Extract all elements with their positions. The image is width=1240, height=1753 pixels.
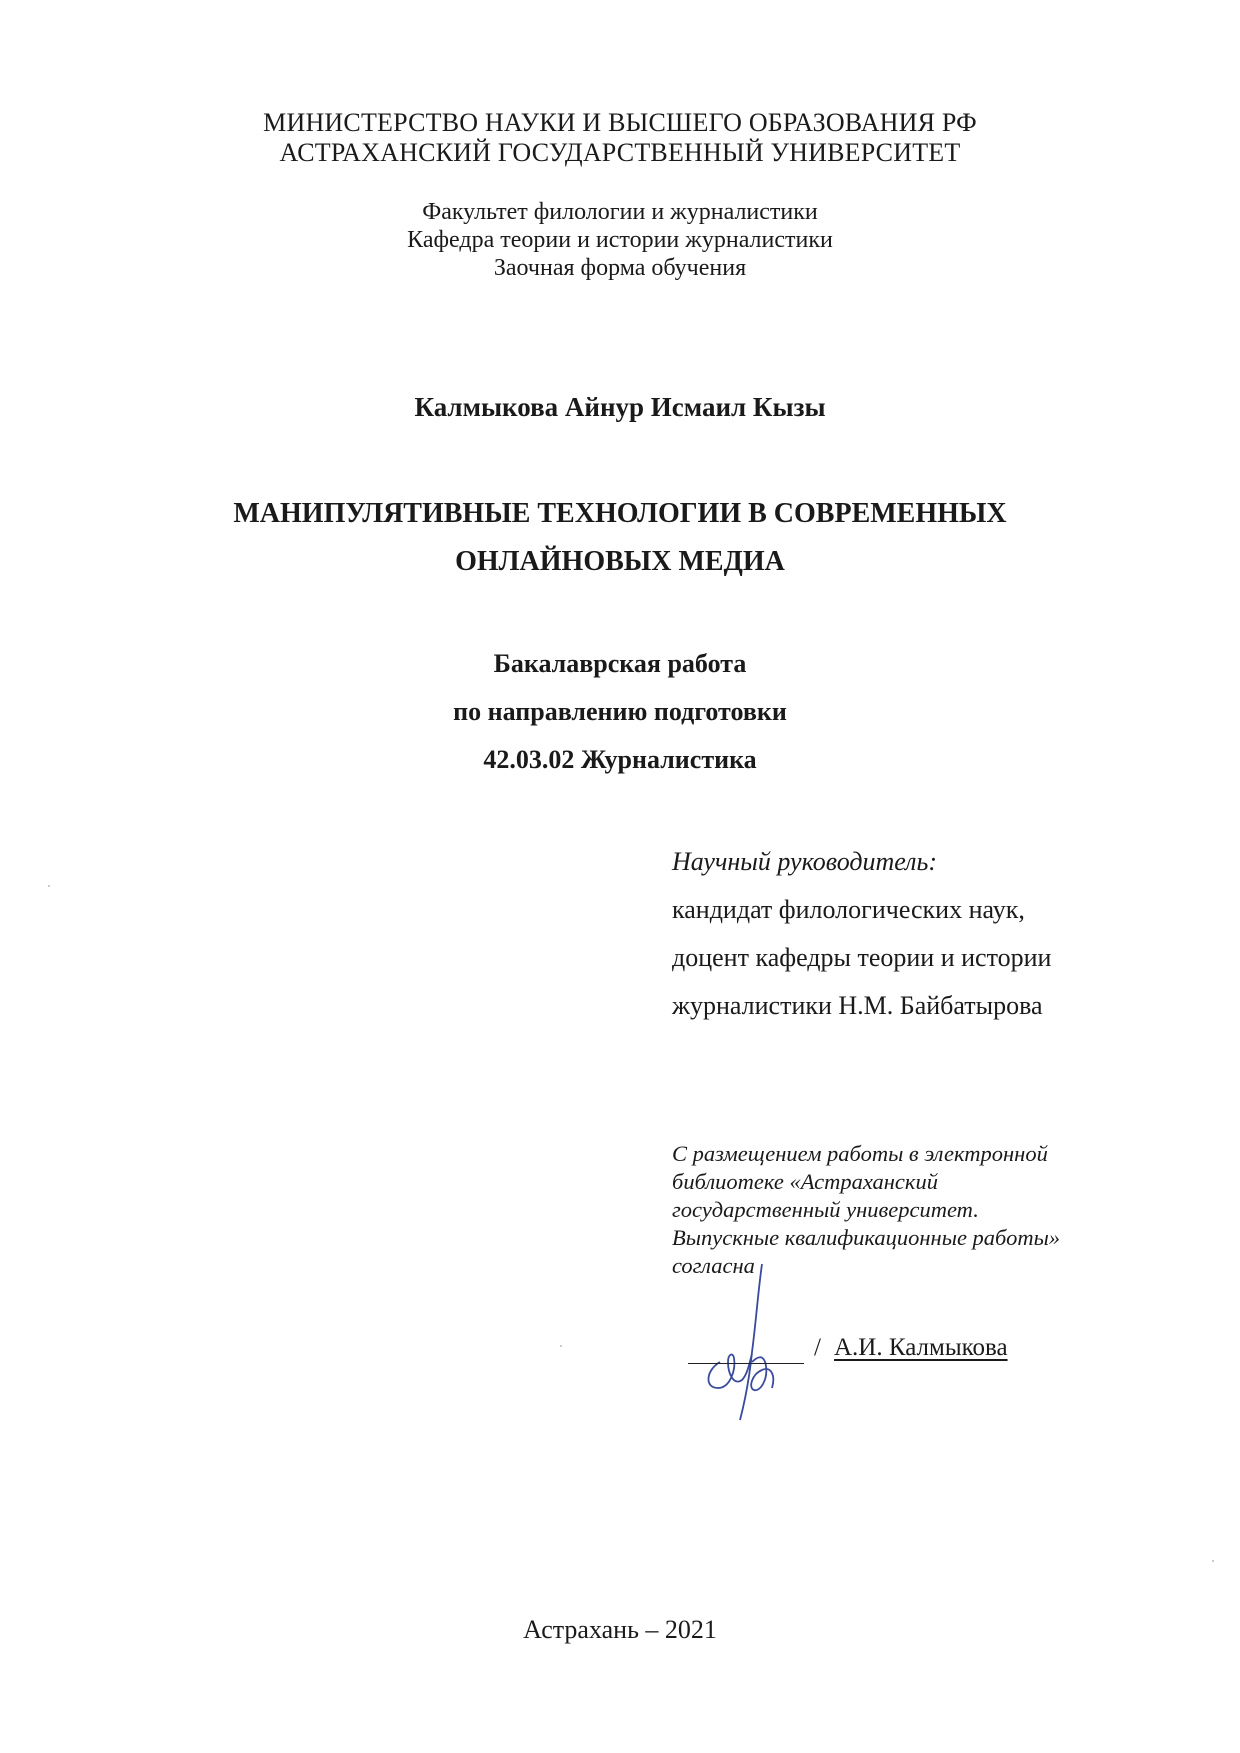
work-direction: по направлению подготовки [453, 697, 787, 726]
thesis-title [0, 490, 1240, 586]
study-form: Заочная форма обучения [493, 255, 747, 281]
institution-header [0, 108, 1240, 168]
thesis-title-line-1: МАНИПУЛЯТИВНЫЕ ТЕХНОЛОГИИ В СОВРЕМЕННЫХ [233, 498, 1007, 529]
signer-name: А.И. Калмыкова [834, 1334, 1008, 1361]
library-consent [672, 1140, 1192, 1280]
scan-speck [560, 1345, 562, 1347]
ministry-name: МИНИСТЕРСТВО НАУКИ И ВЫСШЕГО ОБРАЗОВАНИЯ РФ [263, 108, 977, 137]
signature-line [688, 1363, 804, 1364]
scan-speck [1212, 1560, 1214, 1562]
faculty-name: Факультет филологии и журналистики [422, 199, 818, 225]
scan-speck [48, 885, 50, 887]
work-specialty: 42.03.02 Журналистика [483, 745, 757, 774]
consent-line-1: С размещением работы в электронной [672, 1141, 1048, 1166]
signature-separator: / [814, 1334, 821, 1361]
consent-line-2: библиотеке «Астраханский [672, 1169, 938, 1194]
consent-line-4: Выпускные квалификационные работы» [672, 1225, 1061, 1250]
supervisor-role: Научный руководитель: [672, 847, 938, 876]
thesis-title-line-2: ОНЛАЙНОВЫХ МЕДИА [455, 546, 785, 577]
work-description [0, 640, 1240, 784]
supervisor-line-1: кандидат филологических наук, [672, 895, 1025, 924]
work-type: Бакалаврская работа [493, 649, 747, 678]
signature-row [688, 1330, 1188, 1370]
consent-line-3: государственный университет. [672, 1197, 979, 1222]
supervisor-line-2: доцент кафедры теории и истории [672, 943, 1052, 972]
consent-line-5: согласна [672, 1253, 755, 1278]
supervisor-block [672, 838, 1192, 1030]
supervisor-line-3: журналистики Н.М. Байбатырова [672, 991, 1043, 1020]
author-name: Калмыкова Айнур Исмаил Кызы [414, 392, 826, 422]
department-name: Кафедра теории и истории журналистики [407, 227, 833, 253]
university-name: АСТРАХАНСКИЙ ГОСУДАРСТВЕННЫЙ УНИВЕРСИТЕТ [279, 138, 961, 167]
faculty-block [0, 198, 1240, 282]
city-year: Астрахань – 2021 [523, 1615, 717, 1644]
